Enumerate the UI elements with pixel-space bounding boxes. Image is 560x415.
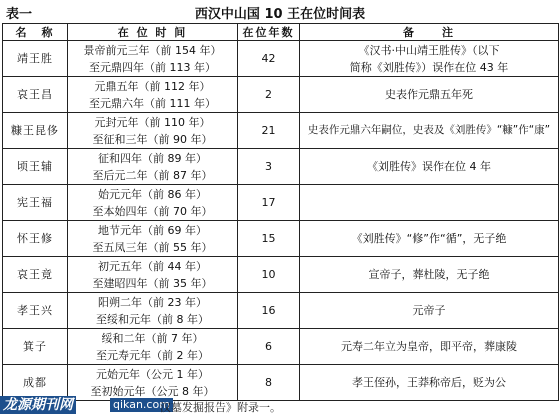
period-end: 至初始元年（公元 8 年）: [90, 384, 215, 398]
header-name: 名 称: [3, 24, 68, 41]
watermark-url[interactable]: qikan.com: [110, 398, 173, 412]
king-name: 顷王辅: [3, 149, 68, 185]
table-number-label: 表一: [6, 7, 33, 22]
reign-note: [300, 185, 559, 221]
note-line: 《刘胜传》“修”作“循”，无子绝: [351, 232, 507, 245]
reign-note: [300, 257, 559, 293]
reign-period: [68, 221, 238, 257]
table-row: [3, 329, 559, 365]
reign-note: [300, 329, 559, 365]
table-row: [3, 293, 559, 329]
reign-note: [300, 113, 559, 149]
period-end: 至元寿元年（前 2 年）: [96, 348, 209, 362]
reign-years: 6: [238, 329, 300, 365]
period-end: 至五凤三年（前 55 年）: [92, 240, 213, 254]
note-line: 宣帝子，葬杜陵，无子绝: [368, 268, 490, 281]
watermark-brand[interactable]: 龙源期刊网: [0, 396, 76, 414]
king-name: 箕子: [3, 329, 68, 365]
period-start: 始元元年（前 86 年）: [98, 187, 207, 201]
king-name: 怀王修: [3, 221, 68, 257]
period-end: 至后元二年（前 87 年）: [92, 168, 213, 182]
period-start: 地节元年（前 69 年）: [98, 223, 207, 237]
reign-years: 15: [238, 221, 300, 257]
reign-period: [68, 77, 238, 113]
period-start: 初元五年（前 44 年）: [98, 259, 207, 273]
footnote-text: 汉墓发掘报告》附录一。: [160, 401, 281, 414]
reign-years: 21: [238, 113, 300, 149]
period-start: 元鼎五年（前 112 年）: [94, 79, 211, 93]
king-name: 哀王昌: [3, 77, 68, 113]
table-title-row: [0, 0, 560, 22]
period-end: 至绥和元年（前 8 年）: [96, 312, 209, 326]
reign-years: 17: [238, 185, 300, 221]
period-start: 元始元年（公元 1 年）: [96, 367, 209, 381]
period-start: 元封元年（前 110 年）: [94, 115, 211, 129]
reign-years: 8: [238, 365, 300, 401]
period-end: 至元鼎六年（前 111 年）: [89, 96, 216, 110]
period-end: 至本始四年（前 70 年）: [92, 204, 213, 218]
reign-table: [2, 23, 559, 401]
reign-note: [300, 149, 559, 185]
reign-note: [300, 365, 559, 401]
reign-period: [68, 149, 238, 185]
note-line: 史表作元鼎五年死: [385, 88, 473, 101]
header-note: 备 注: [300, 24, 559, 41]
table-row: [3, 77, 559, 113]
reign-period: [68, 365, 238, 401]
period-start: 景帝前元三年（前 154 年）: [83, 43, 222, 57]
reign-years: 16: [238, 293, 300, 329]
king-name: 孝王兴: [3, 293, 68, 329]
reign-years: 2: [238, 77, 300, 113]
table-row: [3, 221, 559, 257]
note-line: 《刘胜传》误作在位 4 年: [367, 160, 491, 173]
king-name: 宪王福: [3, 185, 68, 221]
period-end: 至建昭四年（前 35 年）: [92, 276, 213, 290]
period-end: 至征和三年（前 90 年）: [92, 132, 213, 146]
table-header-row: [3, 24, 559, 41]
period-start: 绥和二年（前 7 年）: [101, 331, 204, 345]
reign-note: [300, 77, 559, 113]
reign-period: [68, 41, 238, 77]
header-years: 在位年数: [238, 24, 300, 41]
reign-years: 10: [238, 257, 300, 293]
king-name: 成都: [3, 365, 68, 401]
header-period: 在 位 时 间: [68, 24, 238, 41]
reign-years: 3: [238, 149, 300, 185]
king-name: 糠王昆侈: [3, 113, 68, 149]
note-line: 元寿二年立为皇帝，即平帝，葬康陵: [341, 340, 517, 353]
note-line: 史表作元鼎六年嗣位，史表及《刘胜传》“糠”作“康”: [307, 124, 551, 136]
king-name: 哀王竟: [3, 257, 68, 293]
reign-period: [68, 293, 238, 329]
table-title: 西汉中山国 10 王在位时间表: [194, 7, 366, 22]
period-start: 阳朔二年（前 23 年）: [98, 295, 207, 309]
reign-period: [68, 113, 238, 149]
table-row: [3, 113, 559, 149]
note-line: 元帝子: [412, 304, 446, 317]
reign-note: [300, 293, 559, 329]
period-start: 征和四年（前 89 年）: [98, 151, 207, 165]
table-row: [3, 257, 559, 293]
period-end: 至元鼎四年（前 113 年）: [89, 60, 216, 74]
table-row: [3, 41, 559, 77]
reign-note: [300, 41, 559, 77]
table-row: [3, 149, 559, 185]
note-line: 《汉书·中山靖王胜传》（以下: [358, 43, 500, 57]
table-row: [3, 185, 559, 221]
reign-period: [68, 257, 238, 293]
note-line: 简称《刘胜传》）误作在位 43 年: [349, 60, 509, 74]
reign-period: [68, 185, 238, 221]
reign-period: [68, 329, 238, 365]
note-line: 孝王侄孙，王莽称帝后，贬为公: [352, 376, 506, 389]
table-row: [3, 365, 559, 401]
reign-years: 42: [238, 41, 300, 77]
king-name: 靖王胜: [3, 41, 68, 77]
reign-note: [300, 221, 559, 257]
